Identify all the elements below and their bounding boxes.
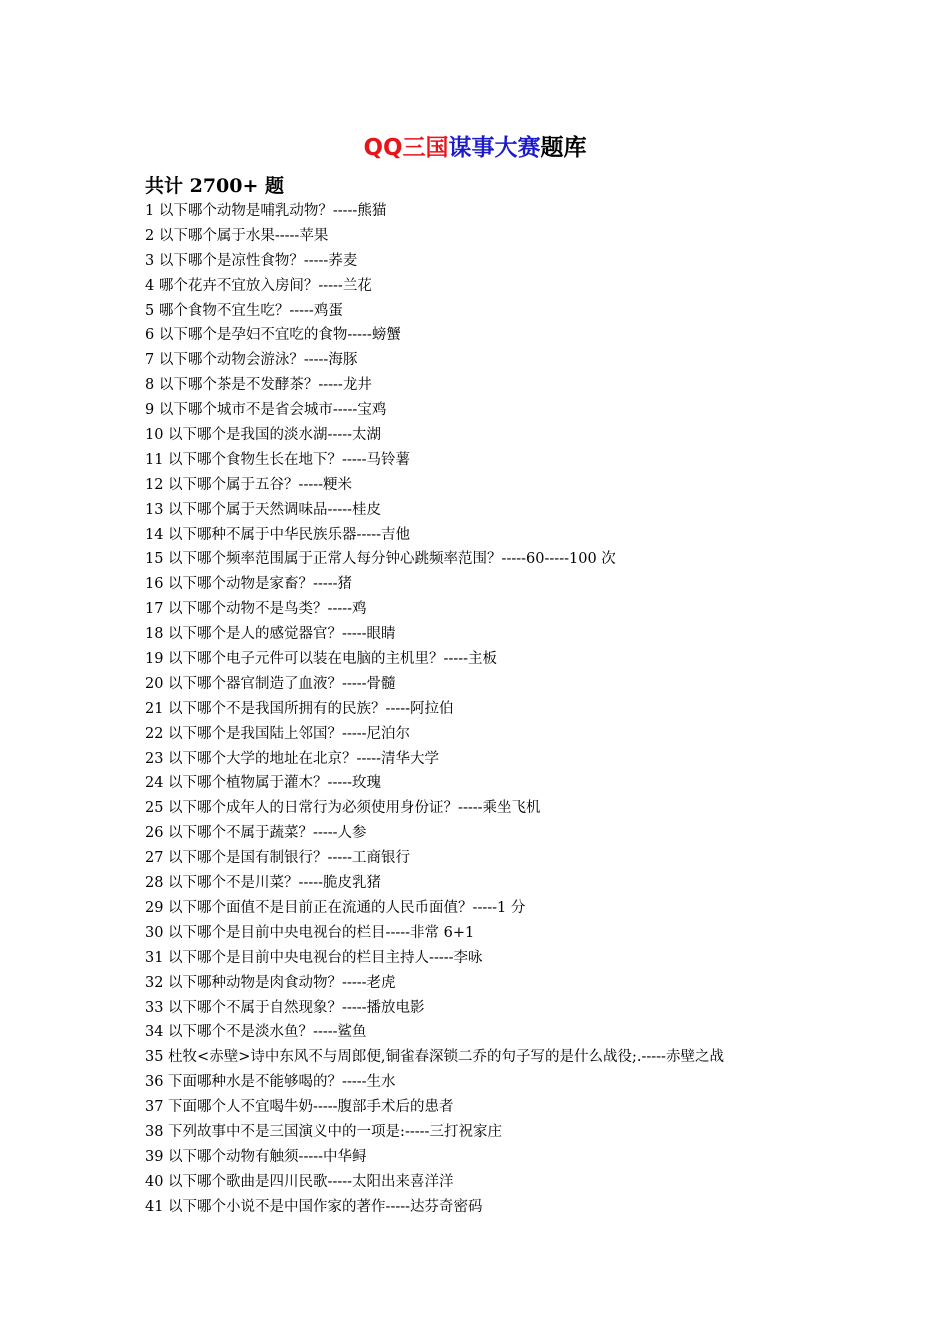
question-list (145, 199, 925, 1220)
question-item: 20 以下哪个器官制造了血液？-----骨髓 (145, 675, 396, 692)
question-item: 6 以下哪个是孕妇不宜吃的食物-----螃蟹 (145, 327, 401, 344)
page-title (0, 132, 950, 164)
question-item: 24 以下哪个植物属于灌木？-----玫瑰 (145, 775, 382, 792)
question-item: 2 以下哪个属于水果-----苹果 (145, 227, 329, 244)
question-item: 4 哪个花卉不宜放入房间？-----兰花 (145, 277, 372, 294)
question-item: 27 以下哪个是国有制银行？-----工商银行 (145, 850, 411, 867)
question-item: 36 下面哪种水是不能够喝的？-----生水 (145, 1074, 396, 1091)
question-item: 1 以下哪个动物是哺乳动物？-----熊猫 (145, 203, 387, 219)
question-item: 35 杜牧<赤壁>诗中东风不与周郎便,铜雀春深锁二乔的句子写的是什么战役;.-----赤壁之战 (145, 1049, 724, 1066)
question-item: 26 以下哪个不属于蔬菜？-----人参 (145, 825, 367, 842)
question-item: 29 以下哪个面值不是目前正在流通的人民币面值？-----1 分 (145, 899, 526, 916)
title-tiku: 题库 (540, 135, 587, 161)
question-item: 34 以下哪个不是淡水鱼？-----鲨鱼 (145, 1024, 367, 1041)
title-moushi-dasai: 谋事大赛 (448, 135, 541, 161)
question-item: 32 以下哪种动物是肉食动物？-----老虎 (145, 974, 396, 991)
question-item: 22 以下哪个是我国陆上邻国？-----尼泊尔 (145, 725, 411, 742)
question-item: 39 以下哪个动物有触须-----中华鲟 (145, 1148, 367, 1165)
question-item: 12 以下哪个属于五谷？-----粳米 (145, 476, 353, 493)
question-item: 3 以下哪个是凉性食物？-----荞麦 (145, 252, 358, 269)
question-item: 8 以下哪个茶是不发酵茶？-----龙井 (145, 377, 372, 394)
question-item: 40 以下哪个歌曲是四川民歌-----太阳出来喜洋洋 (145, 1173, 454, 1190)
question-item: 41 以下哪个小说不是中国作家的著作-----达芬奇密码 (145, 1198, 483, 1215)
question-item: 38 下列故事中不是三国演义中的一项是:-----三打祝家庄 (145, 1123, 502, 1140)
question-item: 18 以下哪个是人的感觉器官？-----眼睛 (145, 626, 396, 643)
question-item: 25 以下哪个成年人的日常行为必须使用身份证？-----乘坐飞机 (145, 800, 541, 817)
question-item: 31 以下哪个是目前中央电视台的栏目主持人-----李咏 (145, 949, 483, 966)
question-item: 11 以下哪个食物生长在地下？-----马铃薯 (145, 451, 411, 468)
question-item: 21 以下哪个不是我国所拥有的民族？-----阿拉伯 (145, 700, 454, 717)
title-qq: QQ (363, 135, 403, 161)
title-sanguo: 三国 (402, 135, 449, 161)
question-item: 17 以下哪个动物不是鸟类？-----鸡 (145, 601, 367, 618)
question-item: 19 以下哪个电子元件可以装在电脑的主机里？-----主板 (145, 651, 498, 668)
question-item: 9 以下哪个城市不是省会城市-----宝鸡 (145, 402, 387, 419)
question-item: 30 以下哪个是目前中央电视台的栏目-----非常 6+1 (145, 924, 475, 941)
question-item: 37 下面哪个人不宜喝牛奶-----腹部手术后的患者 (145, 1099, 454, 1116)
question-item: 23 以下哪个大学的地址在北京？-----清华大学 (145, 750, 440, 767)
question-item: 14 以下哪种不属于中华民族乐器-----吉他 (145, 526, 411, 543)
question-item: 16 以下哪个动物是家畜？-----猪 (145, 576, 353, 593)
question-item: 7 以下哪个动物会游泳？-----海豚 (145, 352, 358, 369)
question-count-heading: 共计 2700+ 题 (145, 175, 285, 197)
question-item: 15 以下哪个频率范围属于正常人每分钟心跳频率范围？-----60-----100 次 (145, 551, 616, 568)
question-item: 5 哪个食物不宜生吃？-----鸡蛋 (145, 302, 343, 319)
question-item: 33 以下哪个不属于自然现象？-----播放电影 (145, 999, 425, 1016)
question-item: 13 以下哪个属于天然调味品-----桂皮 (145, 501, 382, 518)
question-item: 28 以下哪个不是川菜？-----脆皮乳猪 (145, 875, 382, 892)
question-item: 10 以下哪个是我国的淡水湖-----太湖 (145, 427, 382, 444)
